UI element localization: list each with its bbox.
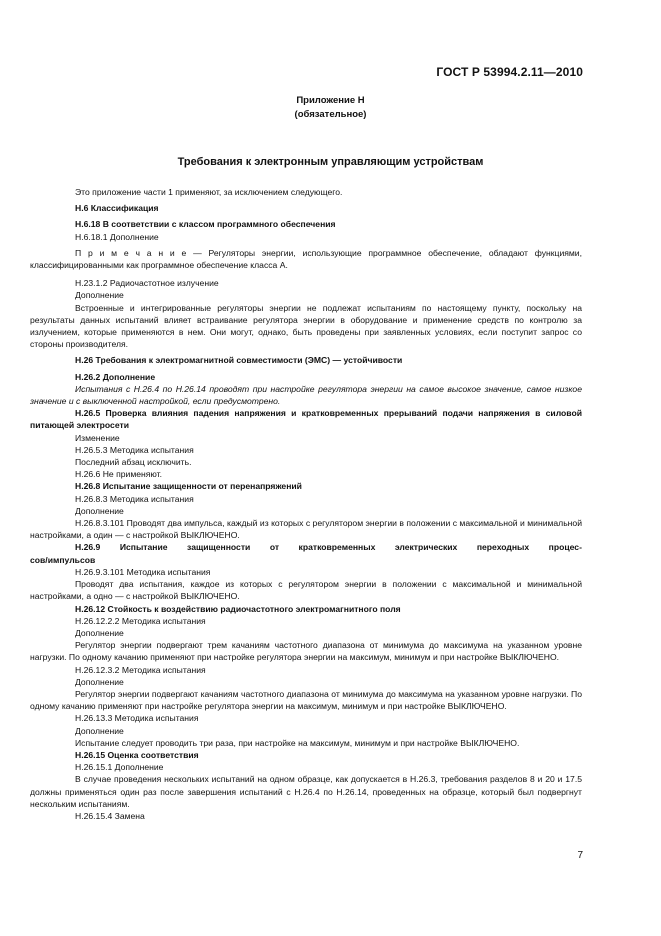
paragraph-h26-5-3-text: Последний абзац исключить. xyxy=(75,457,192,468)
heading-h26-12: Н.26.12 Стойкость к воздействию радиочастотного электромагнитного поля xyxy=(75,603,401,614)
paragraph-h26-12-2-2-text: Регулятор энергии подвергают трем качаниям частотного диапазона от минимума до максимума на указанном уровне нагрузки. По одному качанию применяют при настройке регулятора энергии на максимум, минимум и при настройке ВЫКЛЮЧЕНО. xyxy=(30,640,582,663)
page-number: 7 xyxy=(577,850,583,861)
heading-word: Испытание xyxy=(119,542,168,553)
subheading-h26-15-4: Н.26.15.4 Замена xyxy=(75,810,145,821)
heading-word: переходных xyxy=(476,542,530,553)
heading-word: защищенности xyxy=(187,542,251,553)
note-paragraph xyxy=(30,247,582,271)
heading-h26-2: Н.26.2 Дополнение xyxy=(75,371,156,382)
paragraph-h26-9-3-101-text: Проводят два испытания, каждое из которых с регулятором энергии в положении с максимальной и минимальной настройками, а одно — с настройкой ВЫКЛЮЧЕНО. xyxy=(30,579,582,602)
heading-word: кратковременных xyxy=(298,542,376,553)
paragraph-h26-2-text: Испытания с Н.26.4 по Н.26.14 проводят при настройке регулятора энергии на самое высокое значение, самое низкое значение и с выключенной настройкой, если предусмотрено. xyxy=(30,383,582,407)
note-text: — Регуляторы энергии, использующие программное обеспечение, обладают функциями, классифицированными как программное обеспечение класса А. xyxy=(30,247,582,271)
subheading-h26-6: Н.26.6 Не применяют. xyxy=(75,469,163,480)
subheading-h23-1-2: Н.23.1.2 Радиочастотное излучение xyxy=(75,278,219,289)
subheading-h26-12-2-2: Н.26.12.2.2 Методика испытания xyxy=(75,615,206,626)
label-addition: Дополнение xyxy=(75,505,124,516)
heading-h6-18: Н.6.18 В соответствии с классом программного обеспечения xyxy=(75,219,336,230)
subheading-h26-5-3: Н.26.5.3 Методика испытания xyxy=(75,444,194,455)
appendix-status: (обязательное) xyxy=(294,109,367,120)
note-label: П р и м е ч а н и е xyxy=(75,247,187,258)
paragraph-h26-8-3-101: Н.26.8.3.101 Проводят два импульса, каждый из которых с регулятором энергии в положении с максимальной и минимальной настройками, а один — с настройкой ВЫКЛЮЧЕНО. xyxy=(30,518,582,541)
label-addition: Дополнение xyxy=(75,627,124,638)
heading-h26-9 xyxy=(75,541,582,553)
document-code: ГОСТ Р 53994.2.11—2010 xyxy=(436,65,583,79)
paragraph-h26-13-3-text: Испытание следует проводить три раза, при настройке на максимум, минимум и при настройке ВЫКЛЮЧЕНО. xyxy=(75,737,520,748)
heading-word: от xyxy=(269,542,280,553)
heading-h26-15: Н.26.15 Оценка соответствия xyxy=(75,749,199,760)
subheading-h26-12-3-2: Н.26.12.3.2 Методика испытания xyxy=(75,664,206,675)
subheading-h26-9-3-101: Н.26.9.3.101 Методика испытания xyxy=(75,566,211,577)
label-addition: Дополнение xyxy=(75,725,124,736)
heading-word: процес- xyxy=(548,542,582,553)
heading-word: Н.26.9 xyxy=(75,542,101,553)
heading-h26-5: Н.26.5 Проверка влияния падения напряжения и кратковременных прерываний подачи напряжения в силовой питающей электросети xyxy=(30,408,582,431)
subheading-h26-13-3: Н.26.13.3 Методика испытания xyxy=(75,713,199,724)
subheading-h6-18-1: Н.6.18.1 Дополнение xyxy=(75,231,159,242)
subheading-h26-15-1: Н.26.15.1 Дополнение xyxy=(75,762,164,773)
heading-word: электрических xyxy=(394,542,458,553)
document-body xyxy=(30,186,582,822)
subheading-h26-8-3: Н.26.8.3 Методика испытания xyxy=(75,493,194,504)
label-change: Изменение xyxy=(75,432,120,443)
page-title: Требования к электронным управляющим устройствам xyxy=(177,156,484,168)
paragraph-h23-text: Встроенные и интегрированные регуляторы энергии не подлежат испытаниям по настоящему пункту, поскольку на результаты данных испытаний влияет встраивание регулятора энергии в оборудование и применение средств по контролю за излучением, которые применяются в нем. Они могут, однако, быть проведены при заявленных условиях, если поступит запрос со стороны производителя. xyxy=(30,302,582,350)
intro-paragraph: Это приложение части 1 применяют, за исключением следующего. xyxy=(75,187,343,197)
label-addition: Дополнение xyxy=(75,676,124,687)
heading-h26: Н.26 Требования к электромагнитной совместимости (ЭМС) — устойчивости xyxy=(75,355,403,366)
paragraph-h26-15-1-text: В случае проведения нескольких испытаний на одном образце, как допускается в Н.26.3, требования разделов 8 и 20 и 17.5 должны применяться один раз после завершения испытаний с Н.26.4 по Н.26.14, проведенных на образце, который был подвергнут нескольким испытаниям. xyxy=(30,774,582,809)
appendix-title: Приложение Н xyxy=(296,95,365,106)
heading-h26-8: Н.26.8 Испытание защищенности от перенапряжений xyxy=(75,481,302,492)
label-addition: Дополнение xyxy=(75,290,124,301)
paragraph-h26-12-3-2-text: Регулятор энергии подвергают качаниям частотного диапазона от минимума до максимума на указанном уровне нагрузки. По одному качанию применяют при настройке регулятора энергии на максимум, минимум и при настройке ВЫКЛЮЧЕНО. xyxy=(30,688,582,712)
heading-h26-9-tail: сов/импульсов xyxy=(30,554,96,565)
heading-h6: Н.6 Классификация xyxy=(75,203,159,214)
